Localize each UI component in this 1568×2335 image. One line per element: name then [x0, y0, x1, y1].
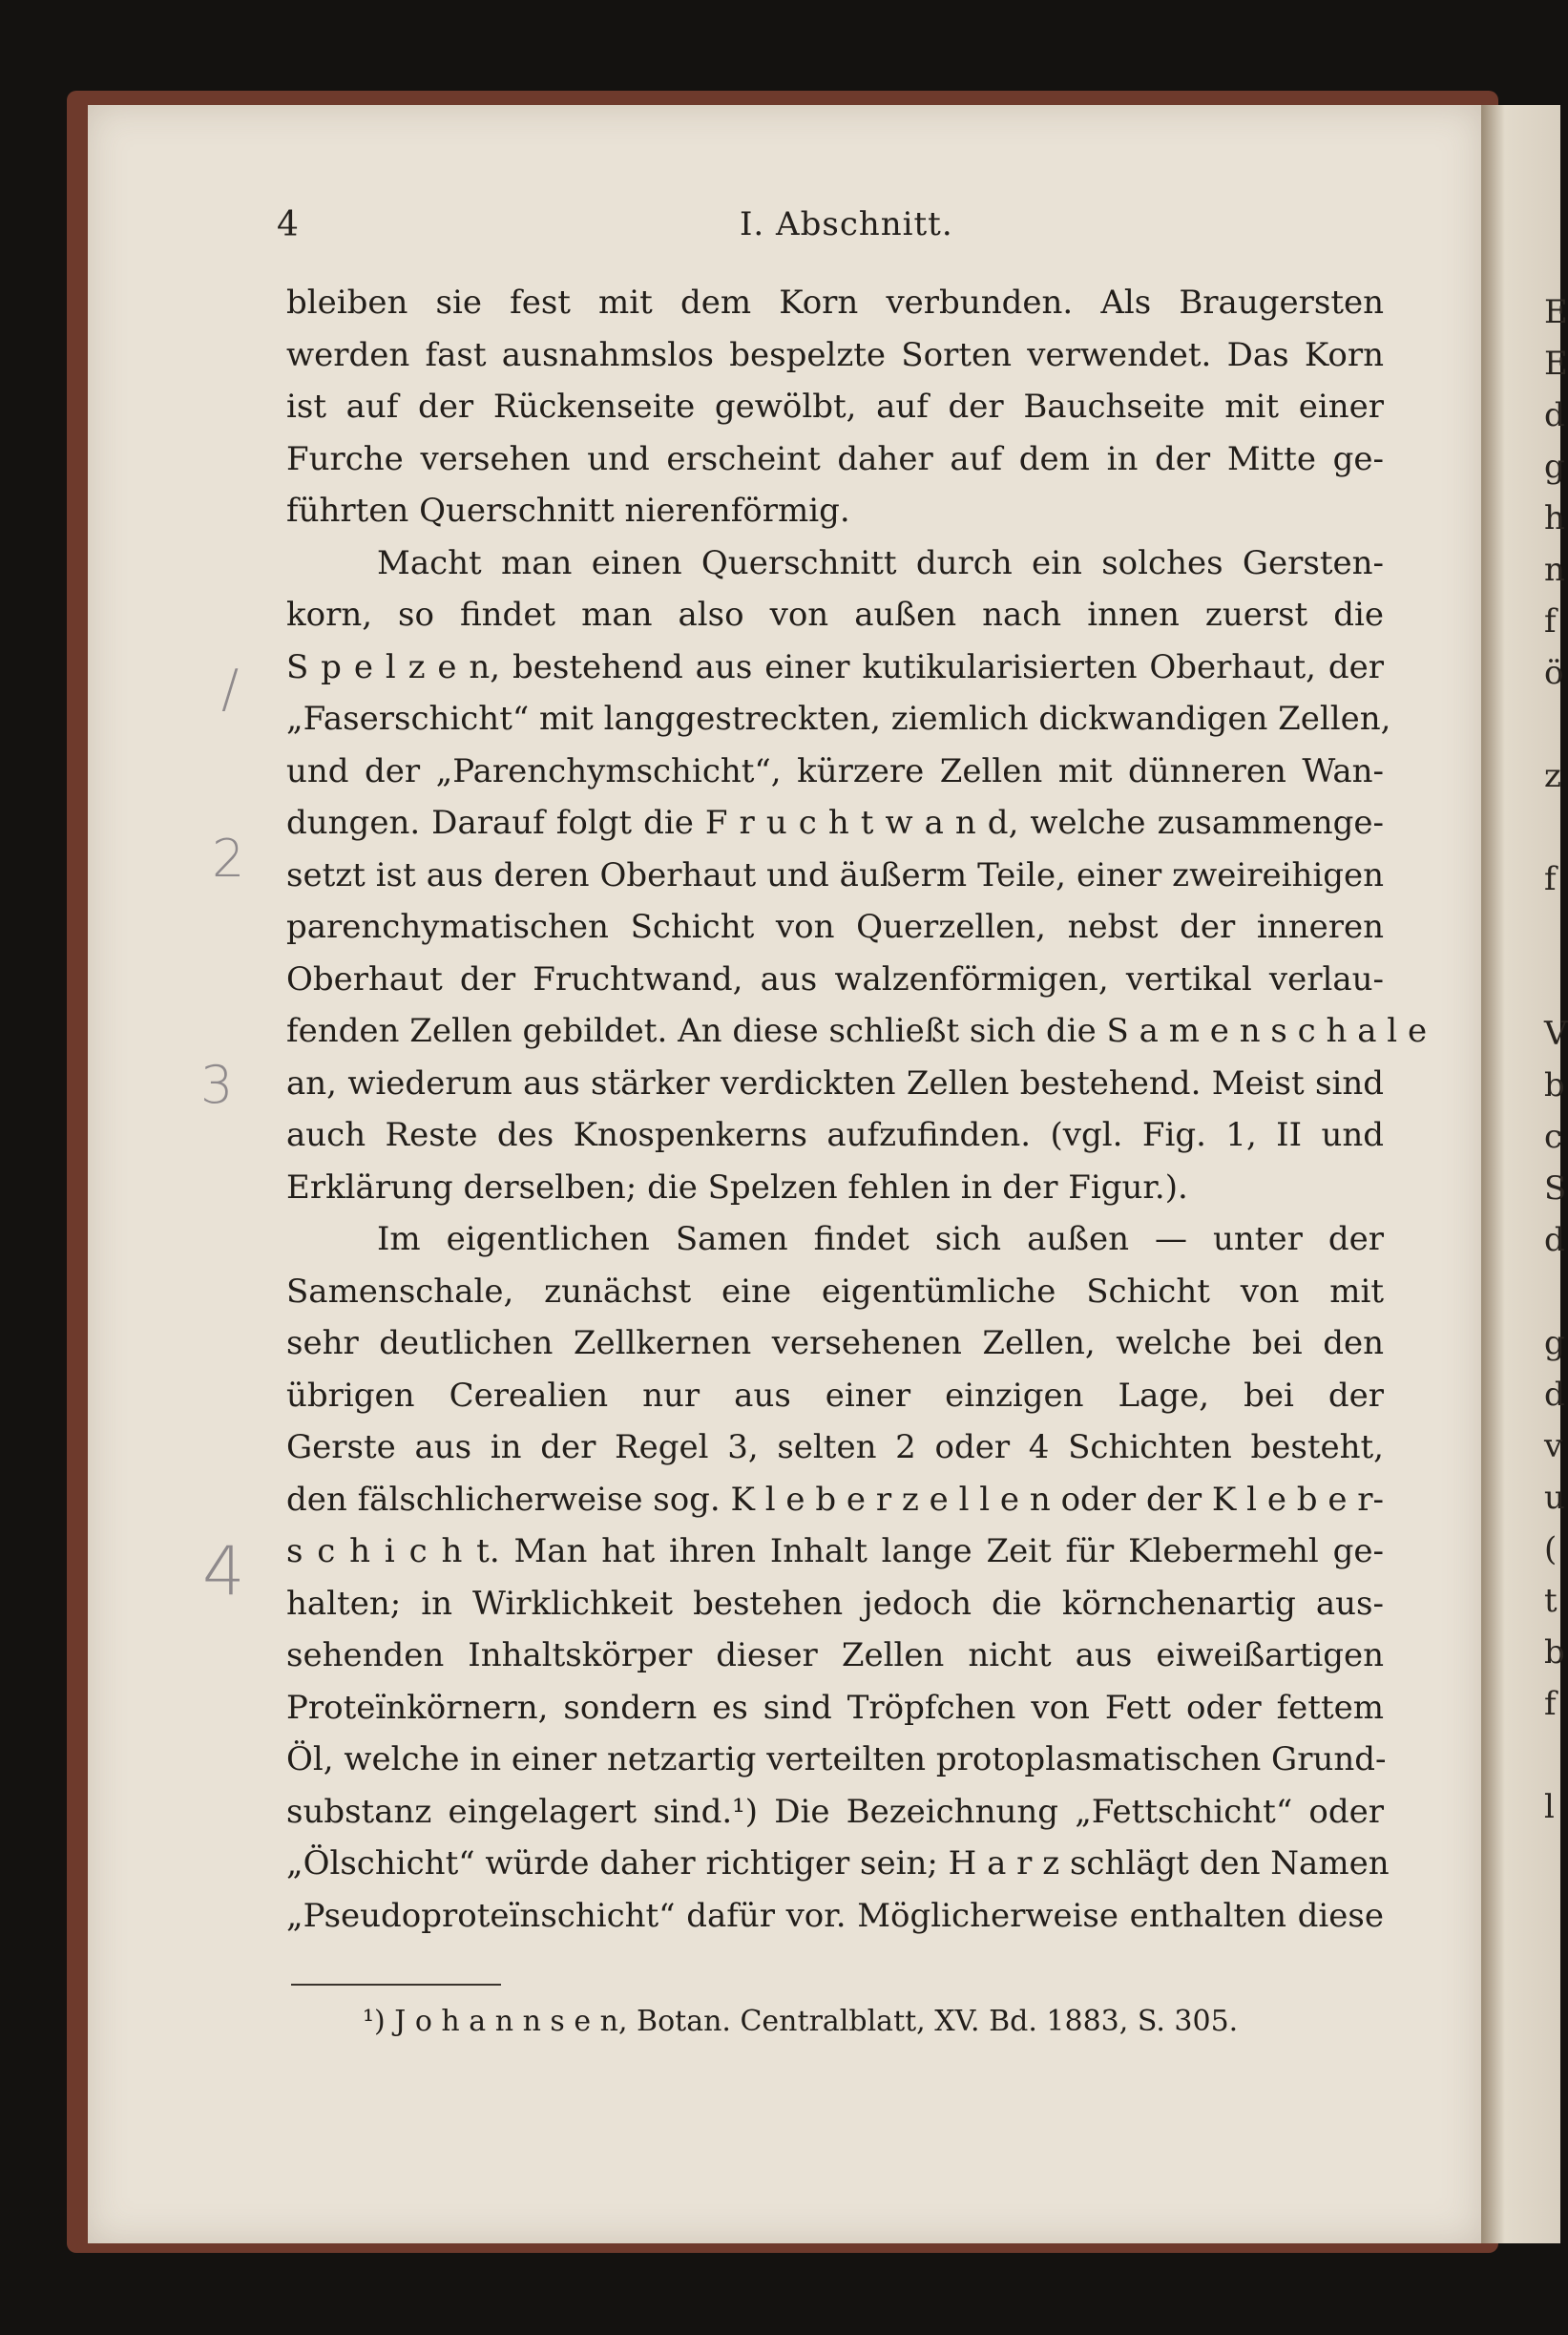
text-line: auch Reste des Knospenkerns aufzufinden. (vgl. Fig. 1, II und — [286, 1116, 1384, 1154]
text-line: und der „Parenchymschicht“, kürzere Zellen mit dünneren Wan- — [286, 751, 1384, 790]
margin-mark-2: 2 — [212, 829, 245, 889]
text-line: den fälschlicherweise sog. K l e b e r z e l l e n oder der K l e b e r- — [286, 1480, 1384, 1519]
margin-mark-3: 3 — [200, 1055, 234, 1115]
text-line: Öl, welche in einer netzartig verteilten protoplasmatischen Grund- — [286, 1740, 1387, 1778]
text-line: Samenschale, zunächst eine eigentümliche Schicht von mit — [286, 1272, 1384, 1311]
footnote: ¹) J o h a n n s e n, Botan. Centralblatt, XV. Bd. 1883, S. 305. — [363, 2005, 1239, 2038]
text-line: bleiben sie fest mit dem Korn verbunden. Als Braugersten — [286, 284, 1384, 322]
text-line: S p e l z e n, bestehend aus einer kutikularisierten Oberhaut, der — [286, 647, 1384, 686]
text-line: „Faserschicht“ mit langgestreckten, ziemlich dickwandigen Zellen, — [286, 700, 1391, 738]
text-line: werden fast ausnahmslos bespelzte Sorten verwendet. Das Korn — [286, 335, 1384, 374]
text-line: setzt ist aus deren Oberhaut und äußerm Teile, einer zweireihigen — [286, 855, 1384, 894]
text-line: parenchymatischen Schicht von Querzellen, nebst der inneren — [286, 908, 1384, 946]
body-text — [286, 277, 1428, 1942]
text-line: „Pseudoproteïnschicht“ dafür vor. Möglicherweise enthalten diese — [286, 1896, 1384, 1935]
margin-mark-4: 4 — [202, 1532, 245, 1610]
page-header — [277, 205, 1403, 253]
text-line: Gerste aus in der Regel 3, selten 2 oder 4 Schichten besteht, — [286, 1428, 1384, 1466]
text-line: halten; in Wirklichkeit bestehen jedoch die körnchenartig aus- — [286, 1584, 1384, 1623]
running-head: I. Abschnitt. — [740, 205, 953, 243]
margin-mark-1: / — [221, 659, 240, 719]
text-line: sehr deutlichen Zellkernen versehenen Zellen, welche bei den — [286, 1324, 1384, 1362]
text-line: ist auf der Rückenseite gewölbt, auf der Bauchseite mit einer — [286, 388, 1384, 426]
next-page-text-fragment: E E d g h n f ö z f V b c S d g d v u ( t b f l — [1544, 293, 1568, 1826]
text-line: fenden Zellen gebildet. An diese schließt sich die S a m e n s c h a l e — [286, 1012, 1428, 1050]
text-line: korn, so findet man also von außen nach innen zuerst die — [286, 596, 1384, 634]
text-line: „Ölschicht“ würde daher richtiger sein; H a r z schlägt den Namen — [286, 1844, 1390, 1883]
text-line: s c h i c h t. Man hat ihren Inhalt lange Zeit für Klebermehl ge- — [286, 1532, 1384, 1570]
text-line: sehenden Inhaltskörper dieser Zellen nicht aus eiweißartigen — [286, 1636, 1384, 1674]
text-line: Macht man einen Querschnitt durch ein solches Gersten- — [377, 543, 1384, 582]
text-line: führten Querschnitt nierenförmig. — [286, 492, 850, 530]
text-line: Furche versehen und erscheint daher auf dem in der Mitte ge- — [286, 439, 1384, 478]
text-line: substanz eingelagert sind.¹) Die Bezeichnung „Fettschicht“ oder — [286, 1792, 1384, 1831]
text-line: übrigen Cerealien nur aus einer einzigen Lage, bei der — [286, 1376, 1384, 1415]
text-line: an, wiederum aus stärker verdickten Zellen bestehend. Meist sind — [286, 1063, 1384, 1103]
text-line: dungen. Darauf folgt die F r u c h t w a n d, welche zusammenge- — [286, 804, 1384, 842]
text-line: Erklärung derselben; die Spelzen fehlen in der Figur.). — [286, 1168, 1188, 1207]
footnote-rule — [291, 1984, 501, 1986]
text-line: Proteïnkörnern, sondern es sind Tröpfchen von Fett oder fettem — [286, 1688, 1384, 1727]
text-line: Im eigentlichen Samen findet sich außen — unter der — [377, 1220, 1384, 1258]
text-line: Oberhaut der Fruchtwand, aus walzenförmigen, vertikal verlau- — [286, 959, 1384, 999]
page-number: 4 — [277, 205, 299, 244]
